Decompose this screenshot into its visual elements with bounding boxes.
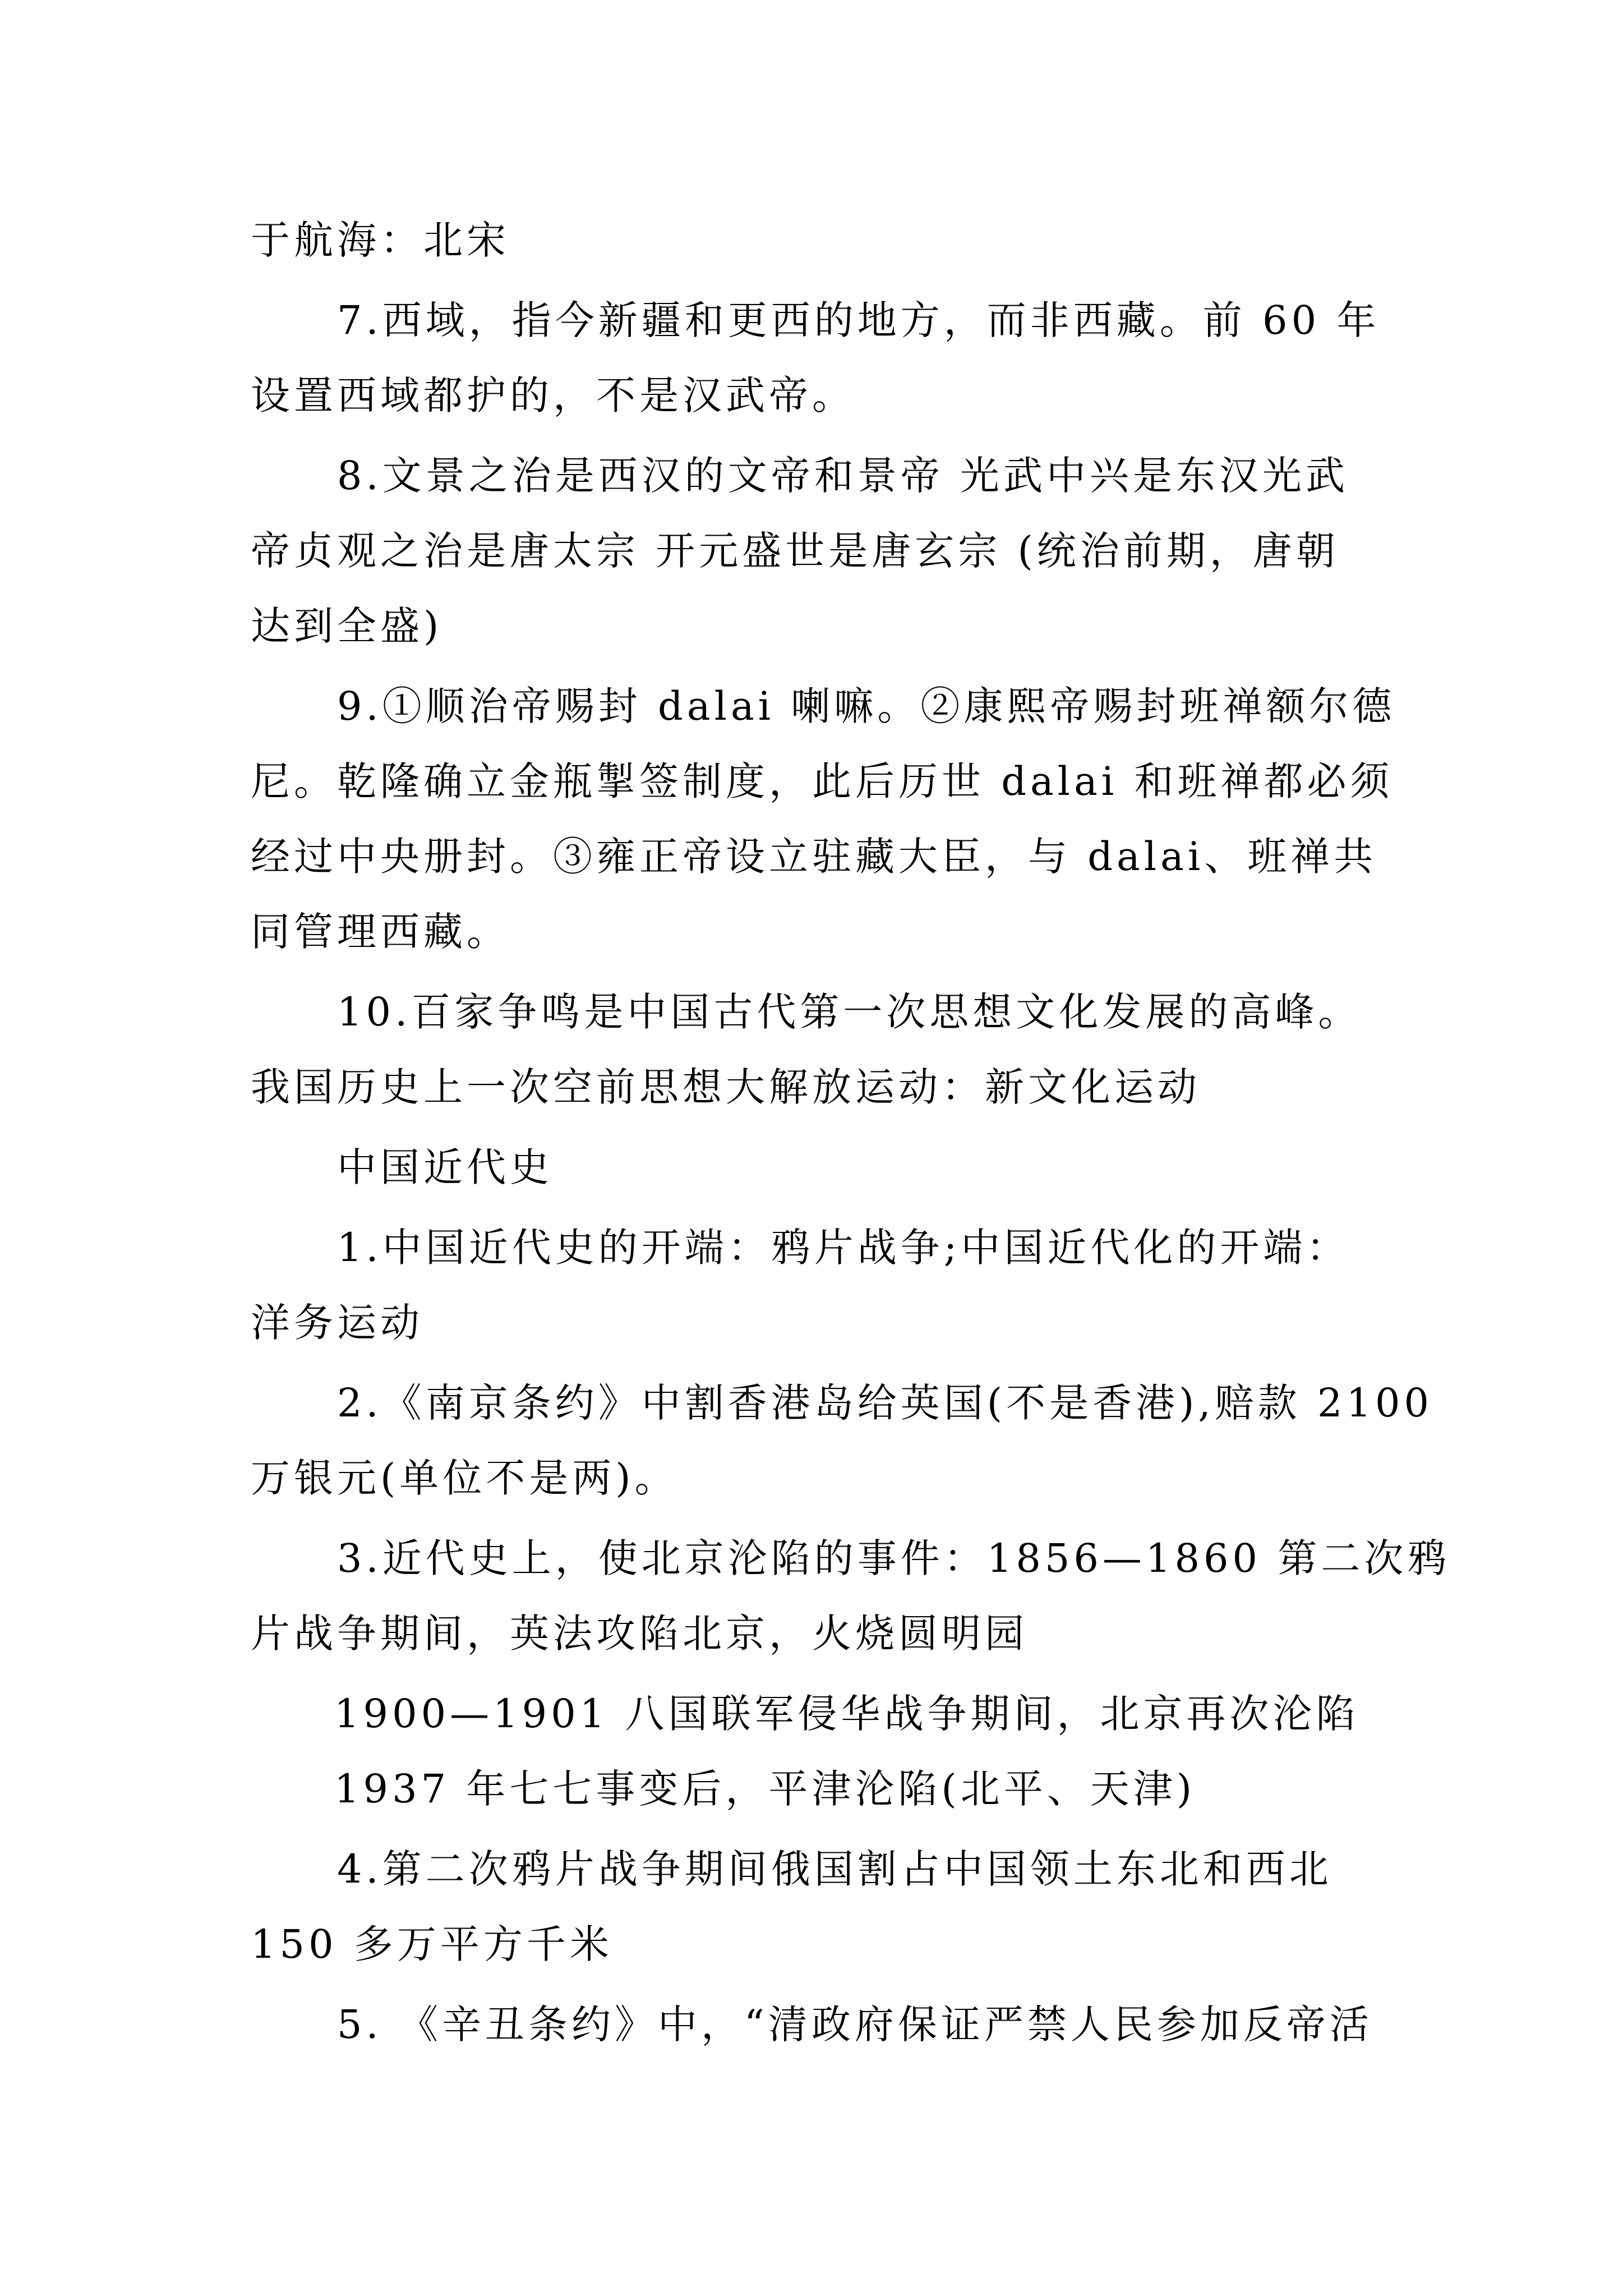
text-line: 帝贞观之治是唐太宗 开元盛世是唐玄宗 (统治前期，唐朝 xyxy=(251,528,1339,574)
text-line: 3.近代史上，使北京沦陷的事件：1856—1860 第二次鸦 xyxy=(337,1535,1451,1581)
text-line: 1.中国近代史的开端：鸦片战争;中国近代化的开端： xyxy=(337,1225,1350,1271)
text-line: 5. 《辛丑条约》中，“清政府保证严禁人民参加反帝活 xyxy=(337,2001,1373,2047)
text-line: 1900—1901 八国联军侵华战争期间，北京再次沦陷 xyxy=(334,1691,1359,1737)
text-line: 达到全盛) xyxy=(251,603,443,649)
text-line: 同管理西藏。 xyxy=(251,909,510,955)
text-line: 1937 年七七事变后，平津沦陷(北平、天津) xyxy=(334,1766,1196,1812)
text-line: 7.西域，指今新疆和更西的地方，而非西藏。前 60 年 xyxy=(337,297,1380,343)
text-line: 我国历史上一次空前思想大解放运动：新文化运动 xyxy=(251,1064,1201,1110)
text-line: 于航海：北宋 xyxy=(251,217,510,263)
text-line: 设置西域都护的，不是汉武帝。 xyxy=(251,372,855,418)
text-line: 4.第二次鸦片战争期间俄国割占中国领土东北和西北 xyxy=(337,1846,1332,1892)
section-heading: 中国近代史 xyxy=(337,1144,553,1190)
text-line: 150 多万平方千米 xyxy=(251,1921,613,1967)
text-line: 经过中央册封。③雍正帝设立驻藏大臣，与 dalai、班禅共 xyxy=(251,834,1377,880)
text-line: 尼。乾隆确立金瓶掣签制度，此后历世 dalai 和班禅都必须 xyxy=(251,758,1394,804)
text-line: 万银元(单位不是两)。 xyxy=(251,1455,678,1501)
text-line: 洋务运动 xyxy=(251,1300,423,1346)
text-line: 10.百家争鸣是中国古代第一次思想文化发展的高峰。 xyxy=(337,989,1362,1035)
text-line: 片战争期间，英法攻陷北京，火烧圆明园 xyxy=(251,1611,1028,1657)
text-line: 8.文景之治是西汉的文帝和景帝 光武中兴是东汉光武 xyxy=(337,453,1349,499)
text-line: 2.《南京条约》中割香港岛给英国(不是香港),赔款 2100 xyxy=(337,1380,1433,1426)
text-line: 9.①顺治帝赐封 dalai 喇嘛。②康熙帝赐封班禅额尔德 xyxy=(337,683,1396,729)
